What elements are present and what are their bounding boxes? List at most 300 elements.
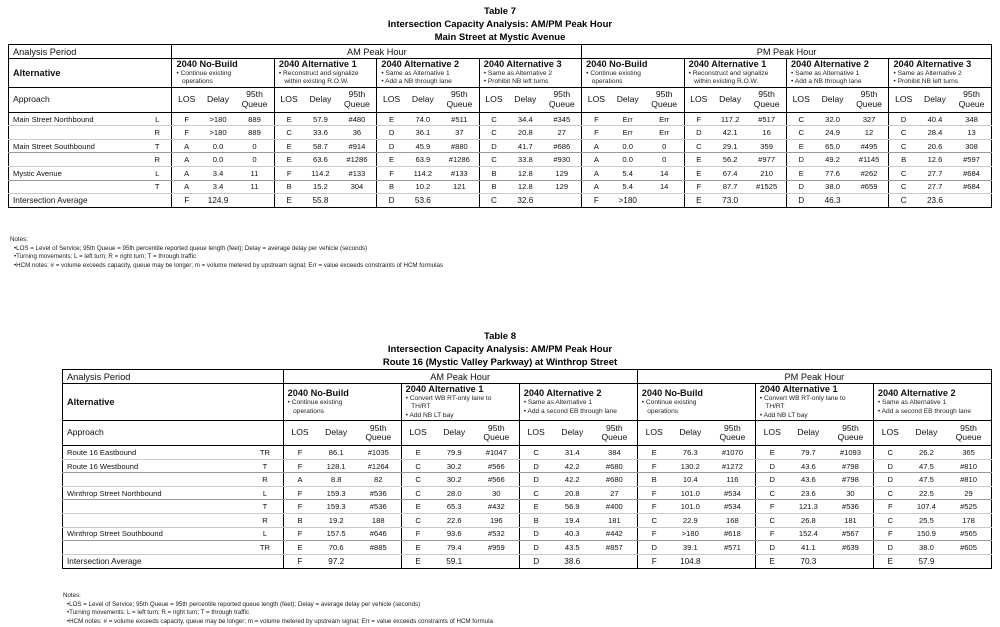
table7-analysis-period-label: Analysis Period [9, 45, 172, 59]
table7-los-5: F [582, 112, 611, 126]
table8-los-4: C [637, 513, 670, 527]
table8-avg-los-4: F [637, 554, 670, 568]
table8-delay-4: 101.0 [671, 486, 710, 500]
table8-los-2: E [401, 500, 434, 514]
table8-alternative-6-bullet-2: • Add a second EB through lane [878, 408, 991, 416]
table8-queue-1: #536 [356, 500, 401, 514]
table7-avg-los-6: E [684, 194, 713, 208]
table7-alternative-4-bullet-2: • Prohibit NB left turns [484, 78, 581, 86]
table7-alternative-6-bullet-1: • Reconstruct and signalize [689, 70, 786, 78]
table8-avg-delay-5: 70.3 [800, 556, 817, 566]
table8-los-1: E [283, 541, 316, 555]
table8-alternative-1-bullet-1: • Continue existing [288, 399, 401, 407]
table7-los-7: C [787, 126, 816, 140]
table8-los-5: D [755, 459, 788, 473]
table8-alternative-3 [519, 384, 637, 421]
table7-delay-header-7: Delay [815, 87, 849, 112]
table7-los-header-5: LOS [582, 87, 611, 112]
table7-delay-5: 0.0 [611, 139, 645, 153]
table7-los-1: A [172, 167, 201, 181]
table8-delay-1: 128.1 [317, 459, 356, 473]
table7-los-2: E [274, 112, 303, 126]
table8-peak-group-1: AM Peak Hour [283, 370, 637, 384]
table8-delay-1: 159.3 [317, 486, 356, 500]
table8-delay-3: 19.4 [553, 513, 592, 527]
table8-queue-6: 178 [946, 513, 991, 527]
table7-alternative-2-bullet-2: within existing R.O.W. [284, 78, 349, 86]
table8-alternative-4-bullets [638, 399, 755, 416]
table7-los-8: C [889, 180, 918, 194]
table7-delay-1: >180 [201, 112, 235, 126]
table8-los-5: E [755, 446, 788, 460]
table8-queue-1: 82 [356, 473, 401, 487]
table8-queue-2: 196 [474, 513, 519, 527]
table7-los-2: B [274, 180, 303, 194]
table7-los-header-7: LOS [787, 87, 816, 112]
table8-los-2: C [401, 513, 434, 527]
table7-los-5: A [582, 153, 611, 167]
table7-approach-name [9, 153, 144, 167]
table8-queue-header-5 [828, 421, 873, 446]
table8-queue-4: #618 [710, 527, 755, 541]
table8-movement: L [247, 486, 283, 500]
table8-delay-5: 152.4 [789, 527, 828, 541]
table8-los-2: C [401, 473, 434, 487]
table8-table-row [63, 459, 992, 473]
table8-los-1: F [283, 446, 316, 460]
table8-alternative-5-bullet-2: TH/RT [765, 403, 785, 411]
table7-delay-2: 63.6 [303, 153, 337, 167]
table8-los-header-2: LOS [401, 421, 434, 446]
table8-queue-6: #605 [946, 541, 991, 555]
table7-alternative-3-bullet-2: • Add a NB through lane [381, 78, 478, 86]
table8-queue-3: #442 [592, 527, 637, 541]
table7-queue-2: #1286 [338, 153, 377, 167]
table8-queue-6: #810 [946, 459, 991, 473]
table8-los-5: D [755, 541, 788, 555]
table7-alternative-label: Alternative [9, 59, 172, 88]
table7-queue-header-line2-8: Queue [958, 98, 985, 109]
table8-body [63, 370, 992, 569]
table8-queue-1: #536 [356, 486, 401, 500]
table8-delay-6: 25.5 [907, 513, 946, 527]
table7-alternative-5-bullet-2: operations [591, 78, 623, 86]
table7-title [0, 5, 1000, 45]
table7-queue-7: #659 [850, 180, 889, 194]
table8-delay-3: 40.3 [553, 527, 592, 541]
table7-avg-delay-8: 23.6 [927, 196, 943, 206]
table8-queue-header-line1-1: 95th [369, 422, 387, 433]
table7-avg-los-4: C [479, 194, 508, 208]
table7-los-7: D [787, 153, 816, 167]
table7-delay-header-8: Delay [918, 87, 952, 112]
table7-queue-3: 121 [440, 180, 479, 194]
table7-peak-group-1: AM Peak Hour [172, 45, 582, 59]
table8-avg-queue-3 [592, 554, 637, 568]
table7-alternative-4-bullet-1: • Same as Alternative 2 [484, 70, 581, 78]
table7-queue-header-line2-7: Queue [856, 98, 882, 109]
table7-alternative-8-bullet-1: • Same as Alternative 2 [893, 70, 991, 78]
table8-approach-name: Route 16 Westbound [63, 459, 248, 473]
table8-los-header-6: LOS [873, 421, 906, 446]
table7-avg-los-2: E [274, 194, 303, 208]
table7-queue-3: #1286 [440, 153, 479, 167]
table7-queue-5: 14 [645, 180, 684, 194]
table7-queue-7: #1145 [850, 153, 889, 167]
table7-los-2: E [274, 153, 303, 167]
table7-alternative-2 [274, 59, 376, 88]
table7-los-7: E [787, 139, 816, 153]
table8-alternative-4-bullet-2: operations [647, 407, 679, 415]
table7-queue-header-line1-3: 95th [450, 89, 468, 100]
table7-queue-6: 359 [747, 139, 786, 153]
table8-avg-los-3: D [519, 554, 552, 568]
table7-avg-delay-6: 73.0 [722, 196, 739, 206]
table7-queue-header-line2-3: Queue [446, 98, 473, 109]
table7-alternative-1 [172, 59, 274, 88]
table7-queue-header-8 [952, 87, 991, 112]
table8-queue-1: #1264 [356, 459, 401, 473]
table7-delay-1: 3.4 [201, 167, 235, 181]
table8-queue-header-line2-3: Queue [601, 432, 628, 443]
table7-los-4: B [479, 180, 508, 194]
table8-delay-2: 93.6 [435, 527, 474, 541]
table8-alternative-5-bullet-1: • Convert WB RT-only lane to [760, 395, 873, 403]
table8-table-row [63, 473, 992, 487]
table7-alternative-3-bullet-1: • Same as Alternative 1 [381, 70, 478, 78]
table8-delay-3: 43.5 [553, 541, 592, 555]
table8-queue-header-line2-5: Queue [837, 432, 864, 443]
table7-queue-2: #914 [338, 139, 377, 153]
table8-alternative-4 [637, 384, 755, 421]
table7-los-3: E [377, 153, 406, 167]
table8-title-line3: Route 16 (Mystic Valley Parkway) at Winthrop Street [382, 357, 618, 369]
table7-movement: R [143, 153, 172, 167]
table8-los-1: A [283, 473, 316, 487]
table7-los-3: F [377, 167, 406, 181]
table8-los-6: F [873, 527, 906, 541]
table7-avg-queue-8 [952, 194, 991, 208]
table7-avg-queue-5 [645, 194, 684, 208]
table7-los-6: C [684, 139, 713, 153]
table8-analysis-period-label: Analysis Period [63, 370, 284, 384]
table7-queue-header-line1-4: 95th [553, 89, 571, 100]
table7-movement: R [143, 126, 172, 140]
table8-los-4: D [637, 541, 670, 555]
table7-column-header-row [9, 87, 992, 112]
table8-delay-2: 22.6 [435, 513, 474, 527]
table8-queue-5: #1093 [828, 446, 873, 460]
table8-avg-los-1: F [283, 554, 316, 568]
table7-queue-6: 16 [747, 126, 786, 140]
table7-delay-1: 0.0 [201, 153, 235, 167]
table8-avg-queue-5 [828, 554, 873, 568]
table7-alternative-6-name: 2040 Alternative 1 [688, 59, 767, 69]
table7-delay-4: 12.8 [508, 180, 542, 194]
table7 [8, 44, 992, 208]
table7-delay-6: 87.7 [713, 180, 747, 194]
table8-queue-header-line1-2: 95th [487, 422, 505, 433]
table7-los-8: C [889, 139, 918, 153]
table7-delay-8: 27.7 [918, 167, 952, 181]
table7-alternative-4-name: 2040 Alternative 3 [483, 59, 562, 69]
table7-alternative-row [9, 59, 992, 88]
table8-queue-header-3 [592, 421, 637, 446]
table8-queue-header-4 [710, 421, 755, 446]
table8-delay-4: 76.3 [671, 446, 710, 460]
table7-avg-queue-6 [747, 194, 786, 208]
table7-los-5: A [582, 180, 611, 194]
table7-delay-4: 20.8 [508, 126, 542, 140]
table8-delay-4: 130.2 [671, 459, 710, 473]
table8-delay-header-4: Delay [671, 421, 710, 446]
table8-alternative-2-bullets [402, 395, 519, 420]
table8-queue-3: #400 [592, 500, 637, 514]
table8-alternative-6-name: 2040 Alternative 2 [877, 388, 956, 399]
table7-queue-header-line1-6: 95th [758, 89, 775, 100]
table7-queue-6: #1525 [747, 180, 786, 194]
table7-queue-2: #480 [338, 112, 377, 126]
table8-los-3: D [519, 459, 552, 473]
table8-alternative-3-bullet-2: • Add a second EB through lane [524, 408, 637, 416]
table7-los-header-4: LOS [479, 87, 508, 112]
table8-los-4: F [637, 527, 670, 541]
table7-alternative-8-bullet-2: • Prohibit NB left turns [893, 78, 991, 86]
table7-los-header-3: LOS [377, 87, 406, 112]
table7-queue-4: 27 [542, 126, 581, 140]
table7-table-row [9, 153, 992, 167]
table8-los-4: F [637, 459, 670, 473]
table7-los-2: C [274, 126, 303, 140]
table7-los-1: A [172, 139, 201, 153]
table8-approach-name [63, 500, 248, 514]
table7-title-line2: Intersection Capacity Analysis: AM/PM Peak Hour [387, 19, 613, 31]
table8-delay-3: 56.9 [553, 500, 592, 514]
table7-queue-header-6 [747, 87, 786, 112]
table8-avg-delay-1: 97.2 [328, 556, 345, 566]
table7-queue-3: #880 [440, 139, 479, 153]
table7-container [8, 44, 992, 208]
table7-alternative-5-bullet-1: • Continue existing [586, 70, 683, 78]
table8-avg-los-5: E [755, 554, 788, 568]
table7-avg-delay-4: 32.6 [517, 196, 534, 206]
table8-queue-header-1 [356, 421, 401, 446]
table8-delay-header-2: Delay [435, 421, 474, 446]
table8-queue-2: #566 [474, 459, 519, 473]
table8-los-header-3: LOS [519, 421, 552, 446]
table7-table-row [9, 126, 992, 140]
table8-delay-5: 79.7 [789, 446, 828, 460]
table8-delay-2: 65.3 [435, 500, 474, 514]
table7-queue-4: 129 [542, 167, 581, 181]
table7-los-3: B [377, 180, 406, 194]
table7-los-header-2: LOS [274, 87, 303, 112]
table8-los-1: B [283, 513, 316, 527]
table7-queue-2: 304 [338, 180, 377, 194]
table8-note-3: • HCM notes: # = volume exceeds capacity, queue may be longer; m = volume metered by upstream signal; Err = value exceeds constraints of HCM formula [63, 618, 493, 627]
table8-queue-header-line2-6: Queue [955, 432, 982, 443]
table7-queue-5: Err [645, 112, 684, 126]
table7-los-1: F [172, 112, 201, 126]
table8-los-6: F [873, 500, 906, 514]
table7-delay-1: 3.4 [201, 180, 235, 194]
table7-delay-3: 63.9 [406, 153, 440, 167]
table8-queue-4: #571 [710, 541, 755, 555]
table8-approach-header: Approach [63, 421, 284, 446]
table7-queue-7: #262 [850, 167, 889, 181]
table7-approach-name: Main Street Northbound [9, 112, 144, 126]
table7-queue-header-5 [645, 87, 684, 112]
table7-avg-los-1: F [172, 194, 201, 208]
table8-queue-2: #566 [474, 473, 519, 487]
table8-los-1: F [283, 459, 316, 473]
table8-los-6: D [873, 473, 906, 487]
table8-alternative-3-bullets [520, 399, 637, 416]
table8-delay-5: 26.8 [789, 513, 828, 527]
table7-queue-8: 308 [952, 139, 991, 153]
table7-queue-1: 889 [235, 112, 274, 126]
table8-intersection-average-label: Intersection Average [67, 556, 142, 566]
table8-alternative-1-bullet-2: operations [293, 407, 324, 415]
table7-los-1: F [172, 126, 201, 140]
table8-los-5: F [755, 500, 788, 514]
table7-los-8: C [889, 126, 918, 140]
table8-avg-delay-2: 59.1 [446, 556, 463, 566]
table8-delay-4: >180 [671, 527, 710, 541]
table8-queue-5: #536 [828, 500, 873, 514]
table7-alternative-8-name: 2040 Alternative 3 [893, 59, 972, 69]
table7-queue-6: 210 [747, 167, 786, 181]
table7-delay-4: 12.8 [508, 167, 542, 181]
table7-movement: L [143, 167, 172, 181]
table7-avg-delay-7: 46.3 [824, 196, 841, 206]
table8-los-6: D [873, 541, 906, 555]
table8-los-6: C [873, 486, 906, 500]
table7-delay-header-2: Delay [303, 87, 337, 112]
table7-delay-8: 28.4 [918, 126, 952, 140]
table7-los-1: A [172, 180, 201, 194]
table8-queue-2: #432 [474, 500, 519, 514]
table7-los-4: C [479, 126, 508, 140]
table8-alternative-5-bullet-3: • Add NB LT bay [760, 412, 873, 420]
table7-avg-delay-2: 55.8 [312, 196, 329, 206]
table7-alternative-5 [582, 59, 684, 88]
table7-approach-name: Main Street Southbound [9, 139, 144, 153]
table7-queue-1: 11 [235, 167, 274, 181]
table7-queue-1: 11 [235, 180, 274, 194]
table7-alternative-3-bullets [377, 70, 478, 87]
table8-queue-2: #532 [474, 527, 519, 541]
table7-delay-2: 15.2 [303, 180, 337, 194]
table7-delay-8: 40.4 [918, 112, 952, 126]
table7-delay-3: 74.0 [406, 112, 440, 126]
table8-queue-4: #1272 [710, 459, 755, 473]
table8-queue-header-line2-2: Queue [483, 432, 510, 443]
table7-queue-8: #684 [952, 167, 991, 181]
table8-delay-6: 22.5 [907, 486, 946, 500]
table8-los-2: E [401, 446, 434, 460]
table8-los-5: C [755, 513, 788, 527]
table7-queue-header-line1-8: 95th [963, 89, 980, 100]
table7-note-2: • Turning movements: L = left turn; R = right turn; T = through traffic [10, 253, 443, 262]
table7-avg-delay-3: 53.6 [414, 196, 431, 206]
table7-alternative-5-bullets [582, 70, 683, 87]
table8-alternative-1-name: 2040 No-Build [287, 388, 349, 399]
table7-delay-5: 5.4 [611, 180, 645, 194]
table7-intersection-average-row [9, 194, 992, 208]
table7-queue-header-line2-4: Queue [548, 98, 575, 109]
table7-los-6: D [684, 126, 713, 140]
table8-queue-1: #1035 [356, 446, 401, 460]
table7-los-3: E [377, 112, 406, 126]
table8-los-header-1: LOS [283, 421, 316, 446]
table7-alternative-1-bullet-2: operations [181, 78, 213, 86]
table8-alternative-2-name: 2040 Alternative 1 [405, 384, 484, 394]
table8-notes [63, 592, 493, 626]
table8-los-6: D [873, 459, 906, 473]
table7-delay-7: 77.6 [815, 167, 849, 181]
table7-alternative-1-bullet-1: • Continue existing [176, 70, 273, 78]
table7-los-4: C [479, 153, 508, 167]
table8-delay-1: 8.8 [317, 473, 356, 487]
table7-delay-5: Err [611, 126, 645, 140]
table8-queue-3: #680 [592, 459, 637, 473]
table8-approach-name: Winthrop Street Northbound [63, 486, 248, 500]
table8-queue-1: #885 [356, 541, 401, 555]
table7-queue-header-line2-1: Queue [241, 98, 268, 109]
table8-alternative-2-bullet-1: • Convert WB RT-only lane to [406, 395, 519, 403]
table8-queue-header-line1-6: 95th [960, 422, 977, 433]
table8-alternative-6-bullet-1: • Same as Alternative 1 [878, 399, 991, 407]
table7-body [9, 45, 992, 208]
table7-avg-queue-1 [235, 194, 274, 208]
table7-avg-los-5: F [582, 194, 611, 208]
table8-container [62, 369, 992, 569]
table8-note-2: • Turning movements: L = left turn; R = right turn; T = through traffic [63, 609, 493, 618]
table8-alternative-6-bullets [874, 399, 991, 416]
table7-delay-5: 5.4 [611, 167, 645, 181]
table8-los-header-4: LOS [637, 421, 670, 446]
table7-los-6: E [684, 153, 713, 167]
table7-queue-1: 0 [235, 139, 274, 153]
table8-delay-5: 43.6 [789, 459, 828, 473]
table7-los-6: E [684, 167, 713, 181]
table8-queue-5: 181 [828, 513, 873, 527]
table8-delay-6: 26.2 [907, 446, 946, 460]
table8-delay-6: 47.5 [907, 459, 946, 473]
table7-queue-header-3 [440, 87, 479, 112]
table7-queue-header-line2-5: Queue [651, 98, 678, 109]
table8-delay-4: 39.1 [671, 541, 710, 555]
table7-alternative-4-bullets [480, 70, 581, 87]
table7-queue-2: #133 [338, 167, 377, 181]
table7-queue-8: #684 [952, 180, 991, 194]
table8-los-3: D [519, 527, 552, 541]
table7-queue-3: #511 [440, 112, 479, 126]
table8-los-3: B [519, 513, 552, 527]
table7-alternative-7-bullets [787, 70, 888, 87]
table7-queue-header-7 [850, 87, 889, 112]
table7-movement: T [143, 180, 172, 194]
table7-los-3: D [377, 126, 406, 140]
table7-los-5: A [582, 139, 611, 153]
table8-movement: T [247, 459, 283, 473]
table7-delay-7: 49.2 [815, 153, 849, 167]
table7-delay-5: Err [611, 112, 645, 126]
table7-queue-7: 12 [850, 126, 889, 140]
table7-delay-header-6: Delay [713, 87, 747, 112]
table8-queue-3: 27 [592, 486, 637, 500]
